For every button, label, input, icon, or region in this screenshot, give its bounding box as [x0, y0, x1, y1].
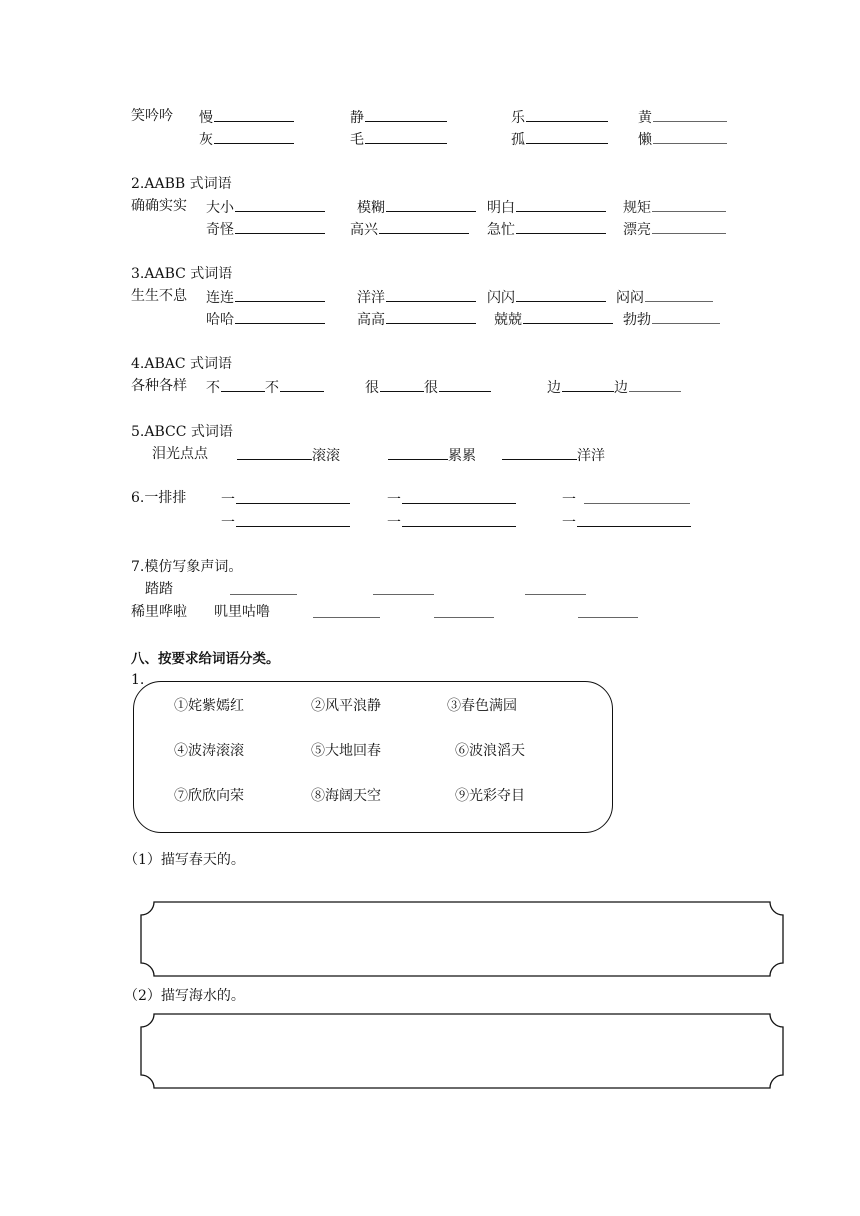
example-label: 生生不息 [131, 288, 187, 304]
fill-item: 明白 [487, 197, 606, 217]
answer-box-spring[interactable] [140, 901, 784, 977]
answer-blank[interactable] [562, 377, 614, 392]
answer-blank[interactable] [402, 512, 516, 527]
fill-item: 兢兢 [494, 309, 613, 329]
fill-item: 毛 [350, 129, 447, 149]
answer-blank[interactable] [434, 603, 494, 618]
answer-blank[interactable] [235, 287, 325, 302]
fill-item: 闪闪 [487, 287, 606, 307]
fill-item: 很 很 [365, 377, 491, 397]
fill-item: 急忙 [487, 219, 606, 239]
answer-blank[interactable] [280, 377, 324, 392]
answer-blank[interactable] [386, 309, 476, 324]
example-label: 各种各样 [131, 378, 187, 394]
answer-blank[interactable] [386, 197, 476, 212]
answer-blank[interactable] [214, 129, 294, 144]
answer-blank[interactable] [236, 489, 350, 504]
answer-blank[interactable] [526, 129, 608, 144]
answer-blank[interactable] [365, 107, 447, 122]
answer-blank[interactable] [652, 309, 720, 324]
answer-blank[interactable] [235, 197, 325, 212]
answer-blank[interactable] [235, 309, 325, 324]
answer-blank[interactable] [653, 107, 727, 122]
answer-blank[interactable] [578, 603, 638, 618]
fill-item: 孤 [511, 129, 608, 149]
answer-blank[interactable] [380, 377, 424, 392]
word-option: ④波涛滚滚 [174, 743, 244, 759]
word-option: ①姹紫嫣红 [174, 698, 244, 714]
answer-blank[interactable] [214, 107, 294, 122]
example-label: 泪光点点 [152, 446, 208, 462]
answer-blank[interactable] [526, 107, 608, 122]
example-label: 确确实实 [131, 198, 187, 214]
fill-item: 连连 [206, 287, 325, 307]
fill-item [577, 603, 638, 623]
fill-item: 洋洋 [357, 287, 476, 307]
fill-item [229, 580, 297, 600]
answer-blank[interactable] [516, 287, 606, 302]
answer-blank[interactable] [439, 377, 491, 392]
answer-blank[interactable] [236, 512, 350, 527]
answer-blank[interactable] [313, 603, 380, 618]
fill-item: 累累 [387, 445, 476, 465]
answer-blank[interactable] [577, 512, 691, 527]
answer-blank[interactable] [516, 219, 606, 234]
fill-item: 高高 [357, 309, 476, 329]
answer-blank[interactable] [652, 219, 726, 234]
answer-blank[interactable] [629, 377, 681, 392]
answer-blank[interactable] [523, 309, 613, 324]
example-label: 稀里哗啦 [131, 604, 187, 620]
answer-blank[interactable] [379, 219, 469, 234]
fill-item: 一 [562, 512, 691, 532]
section-title: 4.ABAC 式词语 [131, 356, 233, 372]
answer-blank[interactable] [502, 445, 577, 460]
answer-blank[interactable] [584, 489, 690, 504]
fill-item: 边 边 [547, 377, 681, 397]
section-title: 3.AABC 式词语 [131, 266, 233, 282]
question-number: 1. [131, 672, 145, 688]
section-title: 7.模仿写象声词。 [131, 559, 243, 575]
fill-item: 一 [387, 512, 516, 532]
word-option: ⑨光彩夺目 [455, 788, 525, 804]
answer-blank[interactable] [645, 287, 713, 302]
answer-blank[interactable] [230, 580, 297, 595]
answer-box-sea[interactable] [140, 1013, 784, 1089]
answer-blank[interactable] [365, 129, 447, 144]
example-label: 笑吟吟 [131, 108, 173, 124]
word-option: ⑥波浪滔天 [455, 743, 525, 759]
fill-item: 灰 [199, 129, 294, 149]
fill-item: 洋洋 [501, 445, 605, 465]
answer-blank[interactable] [386, 287, 476, 302]
fill-item: 乐 [511, 107, 608, 127]
fill-item: 奇怪 [206, 219, 325, 239]
fill-item: 不 不 [206, 377, 324, 397]
fill-item [312, 603, 380, 623]
answer-blank[interactable] [402, 489, 516, 504]
fill-item: 慢 [199, 107, 294, 127]
word-option: ⑦欣欣向荣 [174, 788, 244, 804]
answer-blank[interactable] [373, 580, 434, 595]
fill-item: 规矩 [623, 197, 726, 217]
part-heading: 八、按要求给词语分类。 [131, 651, 280, 667]
sub-question: （2）描写海水的。 [124, 988, 245, 1004]
answer-blank[interactable] [653, 129, 727, 144]
answer-blank[interactable] [652, 197, 726, 212]
fill-item: 一 [221, 489, 350, 509]
answer-blank[interactable] [235, 219, 325, 234]
answer-blank[interactable] [221, 377, 265, 392]
fill-item [372, 580, 434, 600]
section-title: 5.ABCC 式词语 [131, 424, 233, 440]
fill-item: 黄 [638, 107, 727, 127]
word-option: ⑤大地回春 [311, 743, 381, 759]
word-option: ⑧海阔天空 [311, 788, 381, 804]
fill-item: 闷闷 [616, 287, 713, 307]
example-label: 踏踏 [145, 581, 173, 597]
answer-blank[interactable] [388, 445, 448, 460]
answer-blank[interactable] [237, 445, 312, 460]
word-option: ②风平浪静 [311, 698, 381, 714]
fill-item: 一 [387, 489, 516, 509]
answer-blank[interactable] [516, 197, 606, 212]
sub-question: （1）描写春天的。 [124, 852, 245, 868]
fill-item: 滚滚 [236, 445, 340, 465]
fill-item: 漂亮 [623, 219, 726, 239]
fill-item: 高兴 [350, 219, 469, 239]
section-title: 6.一排排 [131, 490, 187, 506]
word-option: ③春色满园 [447, 698, 517, 714]
fill-item [433, 603, 494, 623]
fill-item [524, 580, 586, 600]
section-title: 2.AABB 式词语 [131, 176, 232, 192]
answer-blank[interactable] [525, 580, 586, 595]
fill-item: 勃勃 [623, 309, 720, 329]
example-label: 叽里咕噜 [214, 604, 270, 620]
fill-item: 一 [562, 489, 690, 509]
fill-item: 哈哈 [206, 309, 325, 329]
fill-item: 模糊 [357, 197, 476, 217]
fill-item: 一 [221, 512, 350, 532]
fill-item: 大小 [206, 197, 325, 217]
fill-item: 懒 [638, 129, 727, 149]
fill-item: 静 [350, 107, 447, 127]
